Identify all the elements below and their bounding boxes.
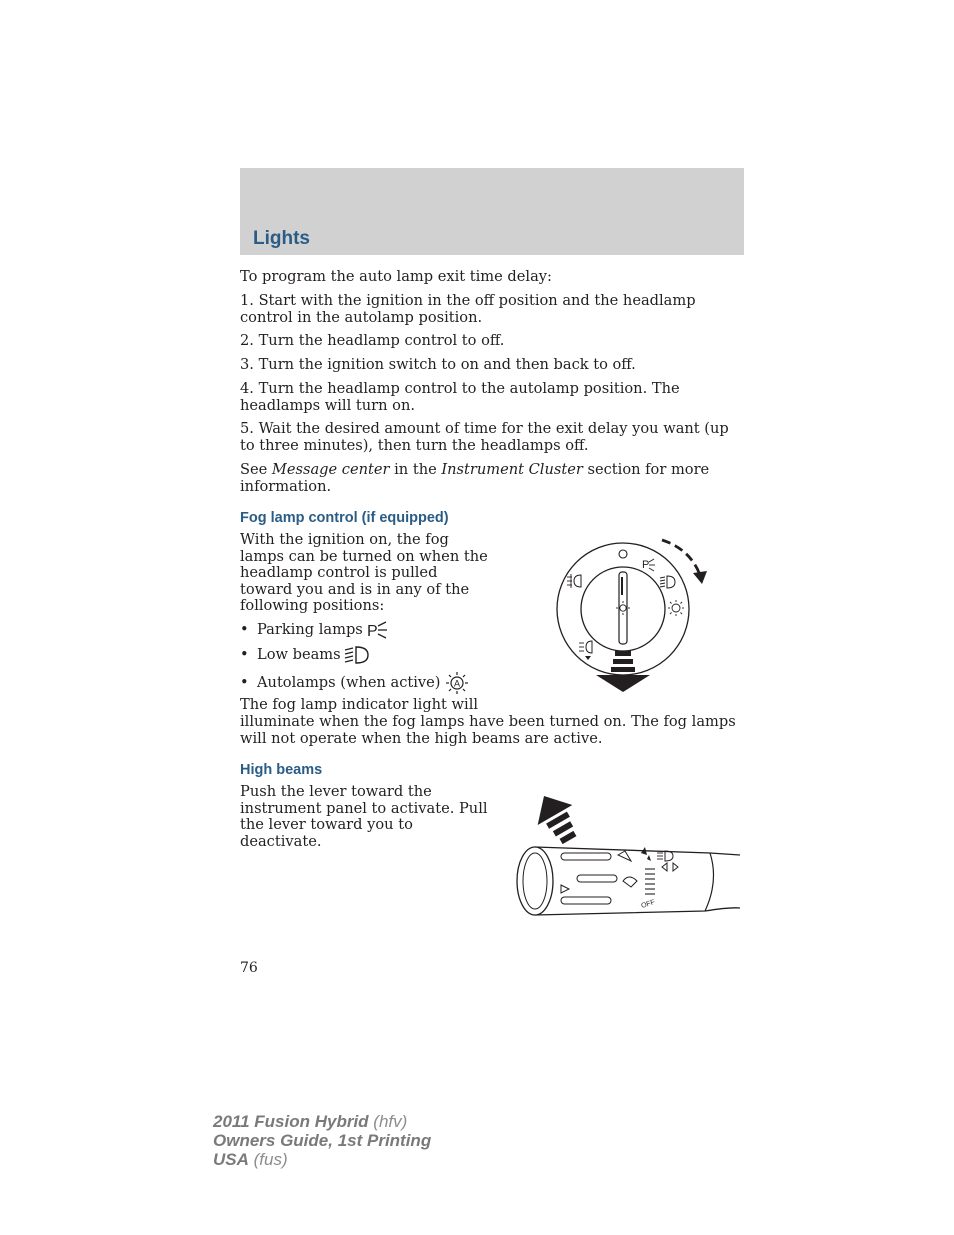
- washer-icon: [561, 885, 569, 893]
- fog-lamp-paragraph: With the ignition on, the fog lamps can be turned on when the headlamp control is pulled toward you and is in any of the following positions:: [240, 531, 488, 614]
- document-footer: [213, 1112, 431, 1169]
- bullet-autolamps: [240, 671, 470, 695]
- bullet-label: Parking lamps: [257, 620, 363, 638]
- bullet-parking-lamps: [240, 620, 388, 640]
- bullet-label: Low beams: [257, 645, 341, 663]
- section-title: Lights: [253, 228, 310, 249]
- turn-signal-icon: [662, 863, 678, 871]
- step-4: 4. Turn the headlamp control to the autolamp position. The headlamps will turn on.: [240, 380, 680, 414]
- step-2: 2. Turn the headlamp control to off.: [240, 332, 505, 349]
- see-mid: in the: [389, 461, 442, 478]
- footer-line-3: [213, 1150, 431, 1169]
- lever-bottom-edge: [535, 908, 740, 915]
- bullet-dot: •: [240, 620, 249, 638]
- wiper-icon: [618, 851, 631, 861]
- footer-market: USA: [213, 1150, 249, 1169]
- see-prefix: See: [240, 461, 272, 478]
- high-beams-heading: High beams: [240, 762, 323, 778]
- lever-groove-1: [561, 853, 611, 860]
- lever-top-edge: [535, 847, 740, 855]
- svg-text:A: A: [453, 678, 460, 689]
- footer-guide-edition: Owners Guide, 1st Printing: [213, 1131, 432, 1150]
- low-beams-icon: [344, 645, 370, 665]
- footer-market-code: (fus): [248, 1150, 288, 1169]
- bullet-label: Autolamps (when active): [257, 673, 441, 691]
- step-5: 5. Wait the desired amount of time for the exit delay you want (up to three minutes), then turn the headlamps off.: [240, 420, 729, 454]
- see-also-paragraph: [240, 462, 740, 495]
- intro-line: To program the auto lamp exit time delay:: [240, 268, 552, 285]
- see-suffix: section for more information.: [240, 461, 710, 495]
- lever-end-cap: [517, 847, 553, 915]
- headlamp-control-diagram: [552, 535, 712, 695]
- footer-model-code: (hfv): [368, 1112, 408, 1131]
- see-ref-message-center: Message center: [271, 461, 390, 478]
- see-ref-instrument-cluster: Instrument Cluster: [441, 461, 583, 478]
- multifunction-lever-diagram: [505, 795, 745, 920]
- footer-model: 2011 Fusion Hybrid: [213, 1112, 369, 1131]
- rotate-arrowhead: [693, 571, 707, 584]
- indicator-line-1: The fog lamp indicator light will: [240, 696, 479, 713]
- bullet-dot: •: [240, 645, 249, 663]
- high-beams-paragraph: Push the lever toward the instrument panel to activate. Pull the lever toward you to deactivate.: [240, 783, 488, 850]
- section-header-band: [240, 168, 744, 255]
- lever-groove-2: [577, 875, 617, 882]
- page-number: 76: [240, 960, 258, 976]
- step-3: 3. Turn the ignition switch to on and then back to off.: [240, 356, 636, 373]
- indicator-paragraph: illuminate when the fog lamps have been turned on. The fog lamps will not operate when the high beams are active.: [240, 713, 736, 747]
- bullet-low-beams: [240, 645, 370, 665]
- step-1: 1. Start with the ignition in the off position and the headlamp control in the autolamp position.: [240, 292, 696, 326]
- push-arrow-icon: [527, 795, 587, 850]
- autolamps-icon: [444, 671, 470, 695]
- svg-text:P: P: [366, 623, 378, 640]
- fog-lamp-heading: Fog lamp control (if equipped): [240, 510, 449, 526]
- off-label: OFF: [640, 898, 656, 910]
- interval-marks: [645, 869, 655, 894]
- footer-line-2: [213, 1131, 431, 1150]
- lever-collar: [705, 853, 714, 911]
- bullet-dot: •: [240, 673, 249, 691]
- high-beam-icon: [657, 851, 673, 861]
- rear-wiper-icon: [623, 877, 637, 887]
- parking-lamps-icon: [366, 620, 388, 640]
- parking-lamps-icon: P: [642, 559, 650, 571]
- flash-arrow-icon-2: [647, 855, 651, 861]
- footer-line-1: [213, 1112, 431, 1131]
- lever-groove-3: [561, 897, 611, 904]
